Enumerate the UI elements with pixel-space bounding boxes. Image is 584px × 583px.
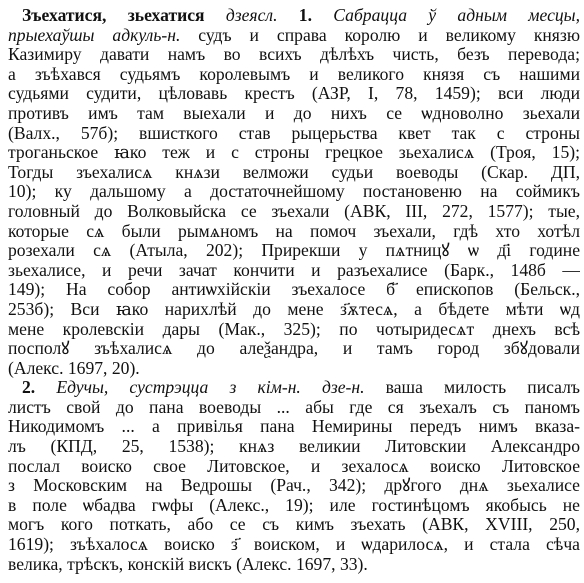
sense-number: 1.	[298, 6, 312, 25]
entry-line: судьями судити, цѣловавь крестъ (АЗР, I, 78, 1459); вси люди	[8, 84, 580, 104]
entry-line: троганьское ꙗко теж и с строны грецкое зьехалисѧ (Троя, 15);	[8, 143, 580, 163]
entry-line: (Валх., 57б); вшисткого став рыцерьства квет так с строны	[8, 123, 580, 143]
entry-line: (Алекс. 1697, 20).	[8, 358, 140, 378]
entry-line: а зъѣхався судьямъ королевымъ и великого князя съ нашими	[8, 64, 580, 84]
entry-line: головный до Волковыйска се зъехали (АВК, III, 272, 1577); тые,	[8, 201, 580, 221]
entry-line: 253б); Вси ꙗко нарихлѣй до мене з҃ѫтесѧ, а бѣдете мѣти ѡд	[8, 299, 580, 319]
entry-line: противъ имъ там выехали и до нихъ се ѡдноволно зьехали	[8, 103, 580, 123]
entry-line: Казимиру давати намъ во всихъ дѣлѣхъ чисть, безъ перевода;	[8, 45, 580, 65]
sense-definition: Едучы, сустрэцца з кім-н. дзе-н.	[56, 378, 365, 398]
entry-line: мене кролевскiи дары (Мак., 325); по чотыридесѧт днехъ всѣ	[8, 319, 580, 339]
sense-definition: Сабрацца ў адным месцы,	[333, 6, 580, 25]
entry-line: посполꙋ зъѣхалисѧ до алеѯандра, и тамъ город збꙋдовали	[8, 339, 580, 359]
entry-line: лъ (КПД, 25, 1538); кнѧз великии Литовскии Александро	[8, 437, 580, 457]
entry-line: 1619); зъѣхалосѧ воиско з҃ воиском, и ѡдарилосѧ, и стала сѣча	[8, 535, 580, 555]
entry-line: листъ свой до пана воеводы ... абы где ся зъехалъ съ паномъ	[8, 397, 580, 417]
citation-text: ваша милость писалъ	[385, 378, 580, 398]
entry-line: Тогды зъехалисѧ кнѧзи велможи судьи воеводы (Скар. ДП,	[8, 162, 580, 182]
entry-line: послал воиско свое Литовское, и зехалосѧ воиско Литовское	[8, 456, 580, 476]
entry-line: могъ кого поткать, або се съ кимъ зъехать (АВК, XVIII, 250,	[8, 515, 580, 535]
sense-number: 2.	[22, 378, 36, 398]
entry-first-line	[8, 6, 580, 26]
citation-text: судъ и справа королю и великому князю	[198, 25, 580, 45]
entry-line: Никодимомъ ... а привiлья пана Немирины передъ нимъ вказа-	[8, 417, 580, 437]
entry-headword: Зъехатися, зьехатися	[22, 6, 205, 25]
grammar-label: дзеясл.	[225, 6, 278, 25]
entry-line: которые сѧ были рымѧномъ на помоч зъехали, гдѣ хто хотѣл	[8, 221, 580, 241]
sense-2-first-line	[8, 378, 580, 398]
entry-line: 10); ку дальшому а достаточнейшому постановеню на соймикъ	[8, 182, 580, 202]
entry-line: 149); На собор антиѡхiйскiи зъехалосе б҃ епископов (Бельск.,	[8, 280, 580, 300]
entry-line: з Московским на Ведрошы (Рач., 342); дрꙋгого днѧ зьехалисе	[8, 476, 580, 496]
sense-definition: прыехаўшы адкуль-н.	[8, 25, 181, 45]
dictionary-entry	[8, 6, 580, 574]
entry-line: в поле ѡбадва гѡфы (Алекс., 19); иле гостинѣцомъ якобысь не	[8, 495, 580, 515]
entry-line: зьехалисе, и речи зачат кончити и разъехалисе (Барк., 148б —	[8, 260, 580, 280]
entry-line	[8, 26, 580, 46]
entry-line: розехали сѧ (Атыла, 202); Прирекши у пѧтницꙋ ѡ д҃і године	[8, 241, 580, 261]
entry-line: велика, трѣскъ, конскiй вискъ (Алекс. 1697, 33).	[8, 554, 368, 574]
